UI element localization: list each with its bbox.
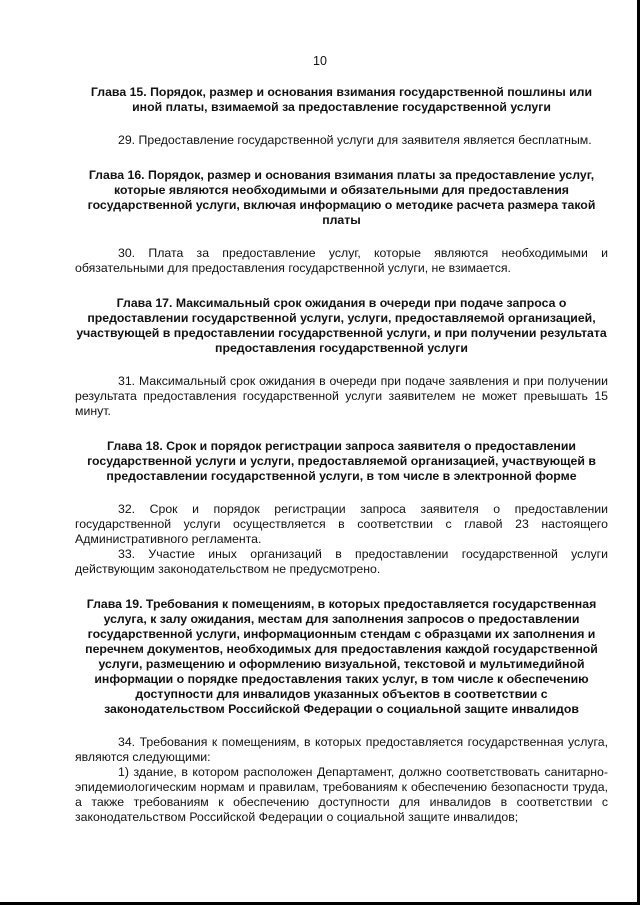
- chapter-17-heading: Глава 17. Максимальный срок ожидания в очереди при подаче запроса о предоставлении государственной услуги, услуги, предоставляемой организацией, участвующей в предоставлении государственной услуги, и при получении результата предоставления государственной услуги: [76, 296, 607, 355]
- paragraph-30: 30. Плата за предоставление услуг, которые являются необходимыми и обязательными для предоставления государственной услуги, не взимается.: [75, 246, 608, 275]
- chapter-16-heading: Глава 16. Порядок, размер и основания взимания платы за предоставление услуг, которые являются необходимыми и обязательными для предоставления государственной услуги, включая информацию о методике расчета размера такой платы: [87, 168, 596, 227]
- chapter-18-heading: Глава 18. Срок и порядок регистрации запроса заявителя о предоставлении государственной услуги и услуги, предоставляемой организацией, участвующей в предоставлении государственной услуги, в том числе в электронной форме: [87, 439, 596, 483]
- document-body: [75, 85, 608, 825]
- paragraph-29: 29. Предоставление государственной услуги для заявителя является бесплатным.: [118, 133, 592, 147]
- page-number: 10: [313, 54, 327, 68]
- paragraph-34: 34. Требования к помещениям, в которых предоставляется государственная услуга, являются следующими:: [75, 735, 608, 764]
- paragraph-33: 33. Участие иных организаций в предоставлении государственной услуги действующим законодательством не предусмотрено.: [75, 547, 608, 576]
- paragraph-31: 31. Максимальный срок ожидания в очереди при подаче заявления и при получении результата предоставления государственной услуги заявителем не может превышать 15 минут.: [75, 374, 608, 418]
- paragraph-32: 32. Срок и порядок регистрации запроса заявителя о предоставлении государственной услуги осуществляется в соответствии с главой 23 настоящего Административного регламента.: [75, 502, 608, 546]
- paragraph-34-item-1: 1) здание, в котором расположен Департамент, должно соответствовать санитарно-эпидемиологическим нормам и правилам, требованиям к обеспечению безопасности труда, а также требованиям к обеспечению доступности для инвалидов в соответствии с законодательством Российской Федерации о социальной защите инвалидов;: [75, 765, 608, 824]
- chapter-19-heading: Глава 19. Требования к помещениям, в которых предоставляется государственная услуга, к залу ожидания, местам для заполнения запросов о предоставлении государственной услуги, информационным стендам с образцами их заполнения и перечнем документов, необходимых для предоставления каждой государственной услуги, размещению и оформлению визуальной, текстовой и мультимедийной информации о порядке предоставления таких услуг, в том числе к обеспечению доступности для инвалидов указанных объектов в соответствии с законодательством Российской Федерации о социальной защите инвалидов: [85, 597, 598, 716]
- chapter-15-heading: Глава 15. Порядок, размер и основания взимания государственной пошлины или иной платы, взимаемой за предоставление государственной услуги: [90, 85, 593, 114]
